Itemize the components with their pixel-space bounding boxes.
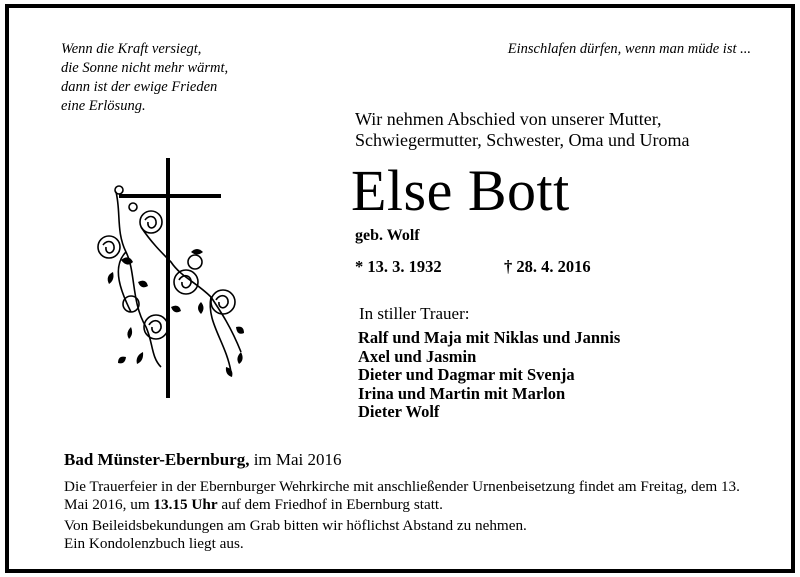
intro-line: Schwiegermutter, Schwester, Oma und Uroma (355, 130, 690, 150)
poem-left (61, 40, 228, 116)
poem-right: Einschlafen dürfen, wenn man müde ist ... (507, 41, 751, 57)
mourning-label: In stiller Trauer: (359, 304, 470, 323)
funeral-text: Die Trauerfeier in der Ebernburger Wehrkirche mit anschließender Urnenbeisetzung findet am Freitag, dem 13. Mai 2016, um (64, 478, 740, 513)
birth-date: * 13. 3. 1932 (355, 257, 442, 276)
condolence-line: Ein Kondolenzbuch liegt aus. (64, 535, 244, 552)
poem-line: eine Erlösung. (61, 98, 146, 114)
poem-line: dann ist der ewige Frieden (61, 79, 218, 95)
list-item: Axel und Jasmin (358, 346, 477, 366)
mourners-list (358, 329, 620, 422)
condolence-info (64, 517, 754, 553)
list-item: Dieter und Dagmar mit Svenja (358, 365, 575, 384)
condolence-line: Von Beileidsbekundungen am Grab bitten wir höflichst Abstand zu nehmen. (64, 517, 527, 534)
place: Bad Münster-Ebernburg, (64, 450, 250, 469)
death-date: † 28. 4. 2016 (504, 257, 591, 276)
obituary-notice (5, 4, 795, 573)
intro-line: Wir nehmen Abschied von unserer Mutter, (355, 109, 662, 129)
list-item: Dieter Wolf (358, 402, 440, 421)
poem-line: die Sonne nicht mehr wärmt, (61, 60, 229, 76)
funeral-info (64, 478, 754, 514)
poem-line: Wenn die Kraft versiegt, (61, 41, 202, 57)
list-item: Ralf und Maja mit Niklas und Jannis (358, 328, 621, 347)
maiden-name: geb. Wolf (355, 227, 420, 244)
deceased-name: Else Bott (351, 158, 570, 223)
funeral-text: auf dem Friedhof in Ebernburg statt. (217, 496, 443, 513)
cross-with-roses-icon (91, 152, 261, 412)
list-item: Irina und Martin mit Marlon (358, 383, 566, 403)
farewell-intro (355, 109, 689, 151)
funeral-time: 13.15 Uhr (153, 496, 218, 513)
place-date-line (64, 450, 342, 470)
date-text: im Mai 2016 (249, 450, 342, 469)
